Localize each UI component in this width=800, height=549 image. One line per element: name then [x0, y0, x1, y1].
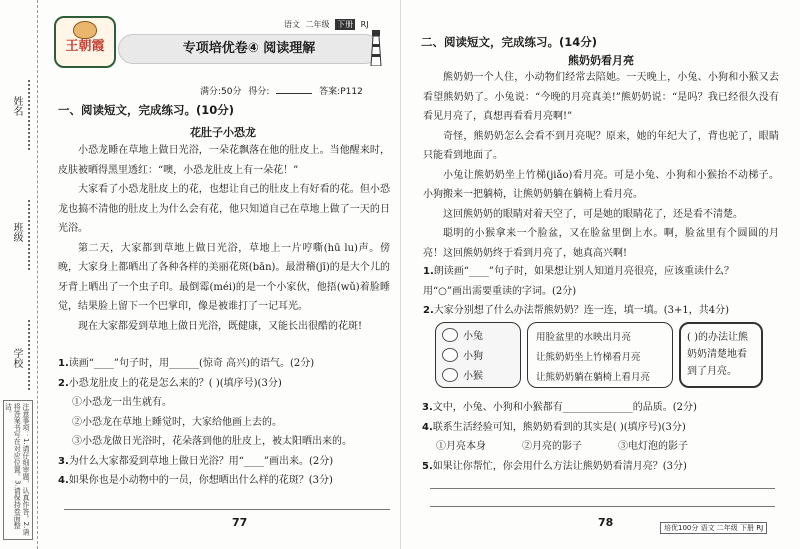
question-list — [422, 398, 782, 476]
question-text: 小恐龙肚皮上的花是怎么来的？( )(填序号)(3分) — [68, 377, 282, 389]
question-option — [58, 413, 394, 433]
binding-label-school: 学校 — [11, 348, 22, 368]
story-text — [58, 141, 390, 336]
question-number: 3. — [422, 402, 433, 413]
question-number: 5. — [422, 460, 433, 472]
binding-dots — [28, 320, 30, 390]
lighthouse-icon — [368, 26, 384, 66]
question — [422, 398, 782, 418]
score-meta — [200, 84, 367, 97]
question-text: 如果你也是小动物中的一员，你想晒出什么样的花斑？(3分) — [68, 475, 333, 486]
question-text: 联系生活经验可知，熊奶奶看到的其实是( )(填序号)(3分) — [432, 421, 686, 433]
question-option — [58, 393, 394, 413]
section-heading-2: 二、阅读短文，完成练习。(14分) — [421, 35, 598, 49]
question-list — [58, 354, 394, 491]
question — [58, 471, 394, 491]
full-score: 满分:50分 — [200, 87, 242, 97]
binding-dots — [28, 200, 30, 270]
method-item: 让熊奶奶坐上竹梯看月亮 — [536, 352, 641, 363]
question-text: 文中，小兔、小狗和小猴都有______________的品质。(2分) — [432, 402, 697, 413]
question-number: 1. — [58, 358, 69, 369]
binding-label-class: 班级 — [11, 222, 22, 242]
question-text: ①小恐龙一出生就有。 — [72, 397, 172, 408]
question-text: 为什么大家都爱到草地上做日光浴？用“____”画出来。(2分) — [68, 455, 334, 467]
question — [423, 262, 783, 282]
page-title: 专项培优卷④ 阅读理解 — [118, 34, 380, 64]
question-text: 大家分别想了什么办法帮熊奶奶？连一连，填一填。(3+1，共4分) — [433, 305, 730, 316]
subject: 语文 — [284, 20, 300, 29]
paragraph: 大家看了小恐龙肚皮上的花，也想让自己的肚皮上有好看的花。但小恐龙也搞不清他的肚皮上为什么会有花，他只知道自己在草地上做了一天的日光浴。 — [58, 184, 390, 234]
story-text — [423, 68, 779, 263]
monkey-icon — [442, 368, 458, 382]
logo-text: 王朝霞 — [65, 39, 105, 54]
question-number: 1. — [423, 266, 434, 277]
question-option — [58, 432, 394, 452]
question-option — [423, 282, 783, 302]
method-item: 让熊奶奶躺在躺椅上看月亮 — [536, 372, 651, 383]
animal-item — [442, 367, 483, 382]
binding-dots — [28, 80, 30, 150]
question-text: ②小恐龙在草地上睡觉时，大家给他画上去的。 — [72, 416, 282, 428]
section-heading-1: 一、阅读短文，完成练习。(10分) — [58, 103, 235, 117]
paragraph: 小恐龙睡在草地上做日光浴，一朵花飘落在他的肚皮上。当他醒来时，皮肤被晒得黑里透红：“噢，小恐龙肚皮上有一朵花！” — [58, 145, 390, 176]
footer-tag: 培优100分 语文 二年级 下册 RJ — [660, 522, 767, 534]
paragraph: 小兔让熊奶奶坐上竹梯(jiǎo)看月亮。可是小兔、小狗和小猴抬不动梯子。小狗搬来一把躺椅，让熊奶奶躺在躺椅上看月亮。 — [423, 169, 779, 200]
option-row — [422, 437, 782, 457]
question — [58, 374, 394, 394]
option[interactable]: ①月亮本身 — [436, 441, 486, 452]
paragraph: 聪明的小猴拿来一个脸盆，又在脸盆里倒上水。啊，脸盆里有个圆圆的月亮！这回熊奶奶终于看到月亮了，她真高兴啊! — [423, 228, 779, 259]
question — [423, 301, 783, 321]
option[interactable]: ②月亮的影子 — [522, 441, 582, 452]
matching-exercise — [435, 322, 775, 392]
tip-box: 注意事项：1.请仔细审题，认真作答。2.请将答案书写在对应位置。3.请保持卷面整洁。 — [3, 400, 33, 540]
question-number: 2. — [58, 377, 69, 389]
paragraph: 奇怪，熊奶奶怎么会看不到月亮呢？原来，她的年纪大了，背也驼了，眼睛只能看到地面了。 — [423, 130, 779, 161]
method-box — [527, 322, 673, 388]
subject-tag — [284, 19, 372, 30]
option[interactable]: ③电灯泡的影子 — [618, 441, 688, 452]
mascot-icon — [73, 21, 97, 39]
paragraph: 熊奶奶一个人住，小动物们经常去陪她。一天晚上，小兔、小狗和小猴又去看望熊奶奶了。小兔说：“今晚的月亮真美!”熊奶奶说：“是吗？我已经很久没有看见月亮了，真想再看看月亮啊!” — [423, 72, 779, 122]
animal-label: 小猴 — [463, 371, 483, 382]
grade: 二年级 — [305, 20, 330, 29]
story-title: 熊奶奶看月亮 — [568, 54, 634, 67]
paragraph: 现在大家都爱到草地上做日光浴，既健康，又能长出很酷的花斑! — [78, 320, 363, 332]
story-title: 花肚子小恐龙 — [190, 126, 256, 139]
answer-line[interactable] — [64, 509, 390, 510]
question-number: 4. — [58, 475, 69, 486]
binding-label-name: 姓名 — [11, 96, 22, 116]
binding-strip — [0, 0, 38, 549]
animal-label: 小狗 — [463, 351, 483, 362]
paragraph: 第二天，大家都到草地上做日光浴，草地上一片哼嘶(hū lu)声。傍晚，大家身上都晒出了各种各样的美丽花斑(bān)。最滑稽(jī)的是大个儿的牙背上晒出了一个虫子印。最倒霉(méi)的是一个小家伙，他捂(wǔ)着脸睡觉，结果脸上留下一个巴掌印，像是被谁打了一记耳光。 — [58, 242, 390, 312]
question-text: ③小恐龙做日光浴时，花朵落到他的肚皮上，被太阳晒出来的。 — [72, 436, 352, 447]
paragraph: 这回熊奶奶的眼睛对着天空了，可是她的眼睛花了，还是看不清楚。 — [443, 208, 743, 220]
answer-ref: 答案:P112 — [319, 87, 363, 97]
score-blank[interactable] — [276, 85, 312, 94]
dog-icon — [442, 348, 458, 362]
animal-item — [442, 327, 483, 342]
fill-note-box[interactable]: ( )的办法让熊奶奶清楚地看到了月亮。 — [679, 322, 763, 388]
animal-box — [435, 322, 521, 388]
score-label: 得分: — [248, 87, 270, 97]
question-text: 朗读画“____”句子时，如果想让别人知道月亮很亮，应该重读什么？ — [433, 266, 734, 277]
question-number: 4. — [422, 421, 433, 433]
question-text: 用“○”画出需要重读的字词。(2分) — [423, 285, 577, 297]
page-number: 78 — [598, 516, 614, 529]
term: 下册 — [337, 20, 354, 29]
answer-line[interactable] — [430, 488, 775, 489]
question-text: 读画“____”句子时，用______(惊奇 高兴)的语气。(2分) — [68, 358, 315, 369]
page-number: 77 — [232, 516, 248, 529]
animal-item — [442, 347, 483, 362]
question — [422, 457, 782, 477]
rabbit-icon — [442, 328, 458, 342]
question — [58, 354, 394, 374]
question-list — [423, 262, 783, 321]
question — [58, 452, 394, 472]
method-item: 用脸盆里的水映出月亮 — [536, 332, 632, 343]
question-number: 2. — [423, 305, 434, 316]
edition: RJ — [360, 20, 369, 29]
question — [422, 418, 782, 438]
answer-line[interactable] — [430, 506, 775, 507]
question-number: 3. — [58, 455, 69, 467]
animal-label: 小兔 — [463, 331, 483, 342]
question-text: 如果让你帮忙，你会用什么方法让熊奶奶看清月亮？(3分) — [432, 460, 687, 472]
brand-logo — [54, 16, 116, 68]
